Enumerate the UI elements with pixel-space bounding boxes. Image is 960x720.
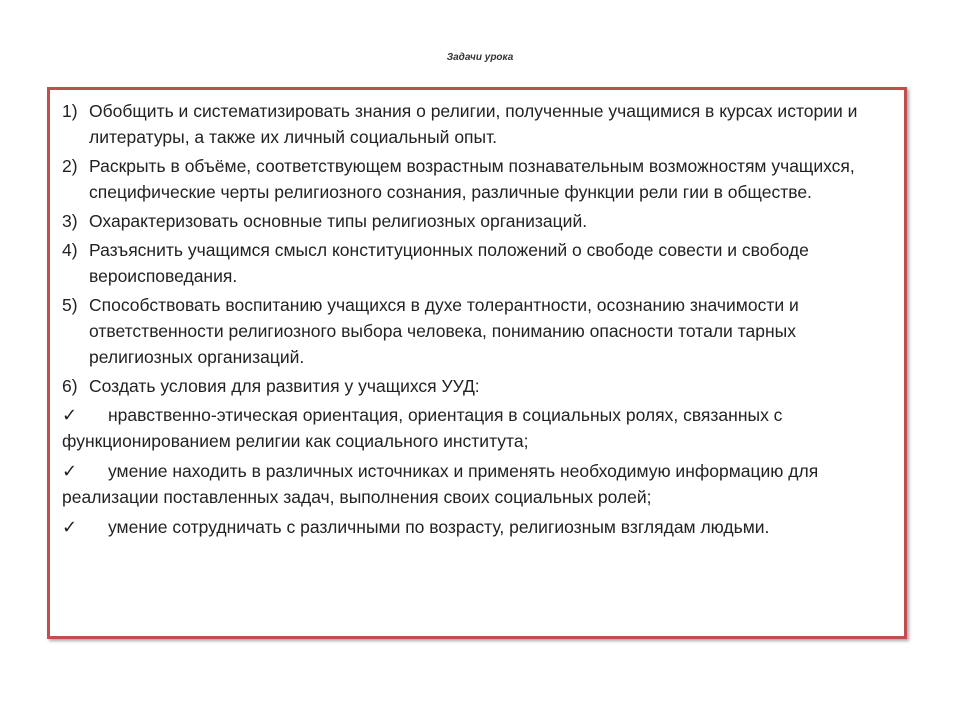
list-item: [62, 292, 892, 370]
slide-title: Задачи урока: [446, 52, 514, 63]
item-number: 3): [62, 211, 78, 231]
checklist-item: [62, 458, 892, 510]
list-item: [62, 237, 892, 289]
list-item: [62, 98, 892, 150]
item-number: 6): [62, 376, 78, 396]
checkmark-icon: ✓: [62, 461, 78, 481]
checklist-item-text: умение сотрудничать с различными по возрасту, религиозным взглядам людьми.: [108, 517, 770, 537]
item-number: 2): [62, 156, 78, 176]
checklist-item-text: нравственно-этическая ориентация, ориентация в социальных ролях, связанных с функционированием религии как социального института;: [62, 405, 783, 451]
item-text: Создать условия для развития у учащихся УУД:: [89, 376, 480, 396]
list-item: [62, 208, 892, 234]
list-item: [62, 373, 892, 399]
checklist-item-text: умение находить в различных источниках и применять необходимую информацию для реализации поставленных задач, выполнения своих социальных ролей;: [62, 461, 819, 507]
checklist: [62, 402, 892, 540]
item-number: 4): [62, 240, 78, 260]
item-text: Охарактеризовать основные типы религиозных организаций.: [89, 211, 588, 231]
checklist-item: [62, 514, 892, 540]
list-item: [62, 153, 892, 205]
item-number: 5): [62, 295, 78, 315]
numbered-list: [62, 98, 892, 399]
item-text: Разъяснить учащимся смысл конституционных положений о свободе совести и свободе вероисповедания.: [89, 240, 809, 286]
item-text: Раскрыть в объёме, соответствующем возрастным познавательным возможностям учащихся, специфические черты религиозного сознания, различные функции рели гии в обществе.: [89, 156, 855, 202]
item-text: Обобщить и систематизировать знания о религии, полученные учащимися в курсах истории и литературы, а также их личный социальный опыт.: [89, 101, 858, 147]
checklist-item: [62, 402, 892, 454]
objectives-box: [47, 87, 907, 639]
item-text: Способствовать воспитанию учащихся в духе толерантности, осознанию значимости и ответственности религиозного выбора человека, пониманию опасности тотали тарных религиозных организаций.: [89, 295, 799, 367]
item-number: 1): [62, 101, 78, 121]
checkmark-icon: ✓: [62, 517, 78, 537]
checkmark-icon: ✓: [62, 405, 78, 425]
